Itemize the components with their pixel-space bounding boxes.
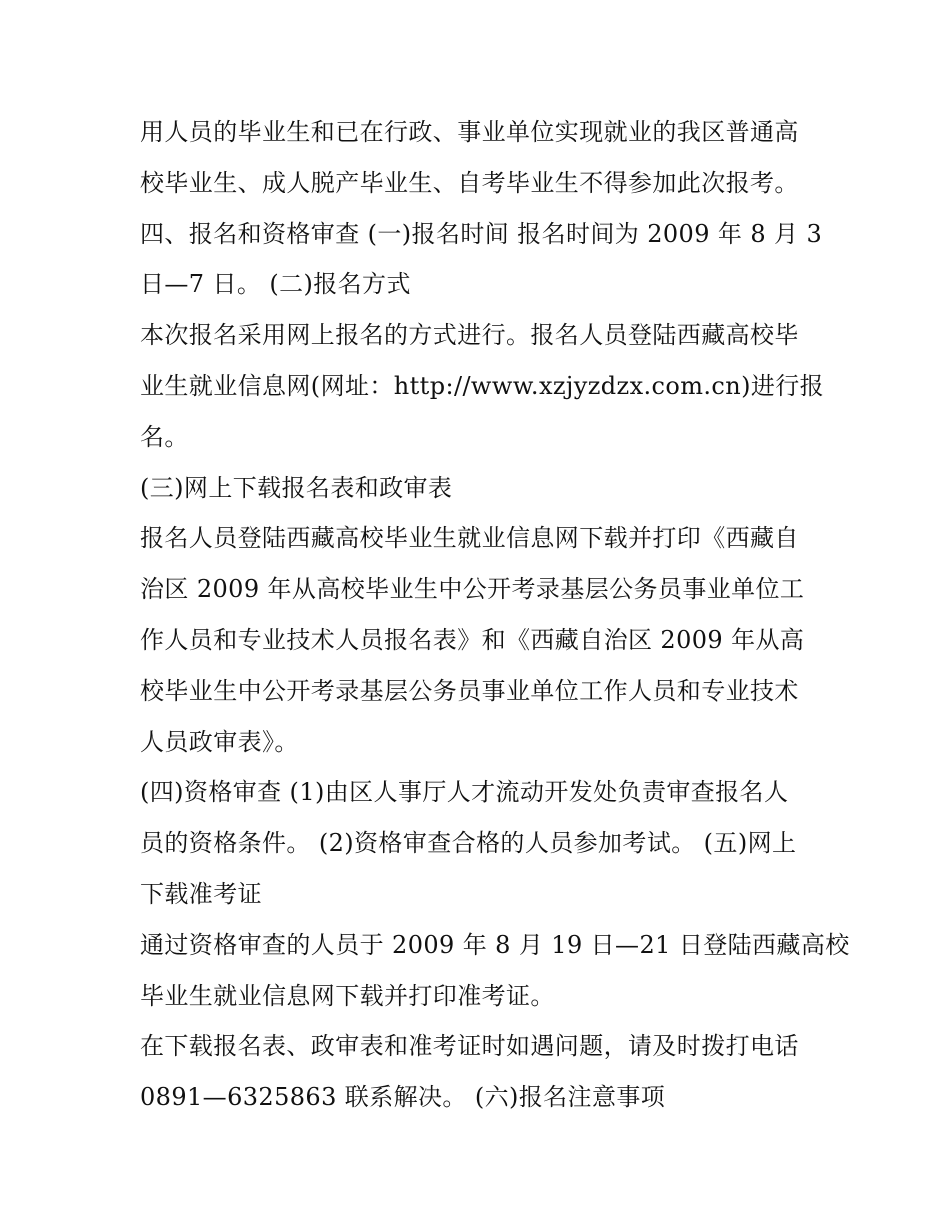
text-line: (四)资格审查 (1)由区人事厅人才流动开发处负责审查报名人 [140, 778, 789, 807]
text-line: 员的资格条件。 (2)资格审查合格的人员参加考试。 (五)网上 [140, 829, 797, 858]
section-heading: (三)网上下载报名表和政审表 [140, 473, 453, 502]
text-line: 校毕业生、成人脱产毕业生、自考毕业生不得参加此次报考。 [140, 168, 799, 197]
text-line: 0891—6325863 联系解决。 (六)报名注意事项 [140, 1083, 666, 1112]
text-line: 下载准考证 [140, 879, 262, 908]
text-line: 校毕业生中公开考录基层公务员事业单位工作人员和专业技术 [140, 676, 799, 705]
text-line: 毕业生就业信息网下载并打印准考证。 [140, 981, 555, 1010]
text-line: 名。 [140, 422, 189, 451]
text-line: 日—7 日。 (二)报名方式 [140, 270, 411, 299]
text-line: 四、报名和资格审查 (一)报名时间 报名时间为 2009 年 8 月 3 [140, 219, 823, 248]
text-line: 本次报名采用网上报名的方式进行。报名人员登陆西藏高校毕 [140, 321, 799, 350]
text-line: 治区 2009 年从高校毕业生中公开考录基层公务员事业单位工 [140, 575, 805, 604]
text-line: 在下载报名表、政审表和准考证时如遇问题，请及时拨打电话 [140, 1032, 799, 1061]
text-line: 业生就业信息网(网址：http://www.xzjyzdzx.com.cn)进行报 [140, 371, 825, 400]
text-line: 通过资格审查的人员于 2009 年 8 月 19 日—21 日登陆西藏高校 [140, 930, 850, 959]
body-text [140, 107, 850, 1123]
text-line: 用人员的毕业生和已在行政、事业单位实现就业的我区普通高 [140, 118, 799, 146]
text-line: 报名人员登陆西藏高校毕业生就业信息网下载并打印《西藏自 [140, 524, 799, 553]
text-line: 人员政审表》。 [140, 727, 299, 756]
text-line: 作人员和专业技术人员报名表》和《西藏自治区 2009 年从高 [140, 625, 805, 654]
